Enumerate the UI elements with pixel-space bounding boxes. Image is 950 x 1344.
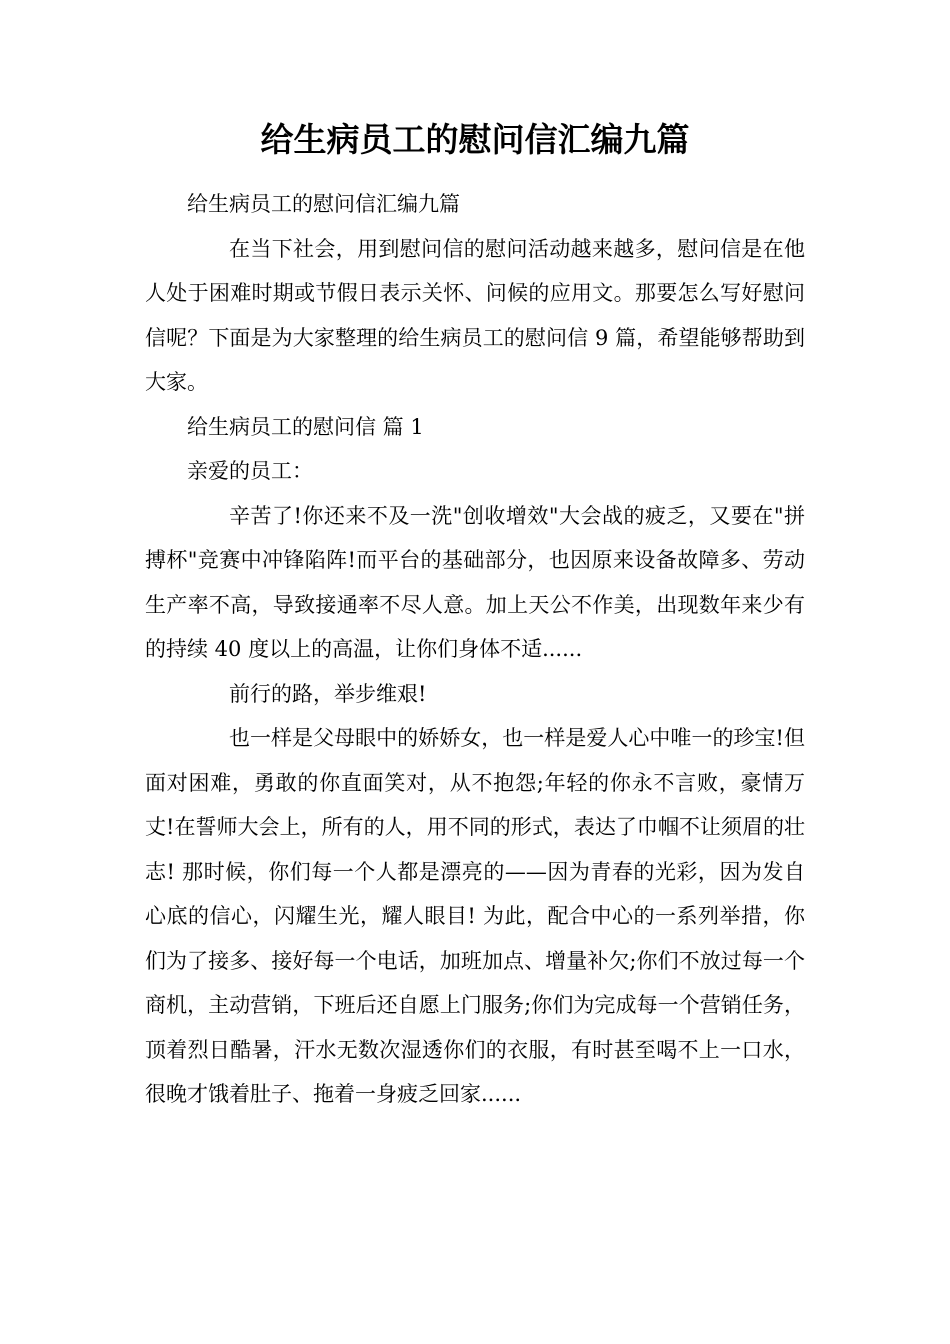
section-heading: 给生病员工的慰问信 篇 1: [187, 414, 424, 439]
document-title: 给生病员工的慰问信汇编九篇: [260, 120, 690, 159]
intro-paragraph: 在当下社会，用到慰问信的慰问活动越来越多，慰问信是在他人处于困难时期或节假日表示关怀、问候的应用文。那要怎么写好慰问信呢？下面是为大家整理的给生病员工的慰问信 9 篇，希望能够帮助到大家。: [145, 236, 805, 394]
document-body: [145, 182, 805, 1117]
body-paragraph: 也一样是父母眼中的娇娇女，也一样是爱人心中唯一的珍宝!但面对困难，勇敢的你直面笑对，从不抱怨;年轻的你永不言败，豪情万丈!在誓师大会上，所有的人，用不同的形式，表达了巾帼不让须眉的壮志! 那时候，你们每一个人都是漂亮的——因为青春的光彩，因为发自心底的信心，闪耀生光，耀人眼目! 为此，配合中心的一系列举措，你们为了接多、接好每一个电话，加班加点、增量补欠;你们不放过每一个商机，主动营销，下班后还自愿上门服务;你们为完成每一个营销任务，顶着烈日酷暑，汗水无数次湿透你们的衣服，有时甚至喝不上一口水，很晚才饿着肚子、拖着一身疲乏回家......: [145, 726, 805, 1106]
subtitle-paragraph: 给生病员工的慰问信汇编九篇: [187, 192, 460, 216]
body-paragraph: 辛苦了!你还来不及一洗"创收增效"大会战的疲乏，又要在"拼搏杯"竞赛中冲锋陷阵!而平台的基础部分，也因原来设备故障多、劳动生产率不高，导致接通率不尽人意。加上天公不作美，出现数年来少有的持续 40 度以上的高温，让你们身体不适......: [145, 503, 805, 661]
salutation: 亲爱的员工：: [187, 459, 313, 483]
body-paragraph: 前行的路，举步维艰!: [229, 681, 427, 706]
